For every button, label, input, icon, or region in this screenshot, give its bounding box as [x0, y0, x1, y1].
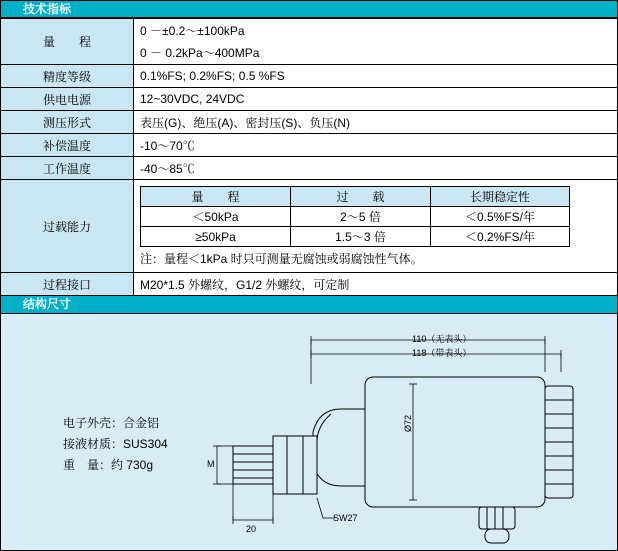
overload-note: 注：量程＜1kPa 时只可测量无腐蚀或弱腐蚀性气体。	[140, 252, 423, 266]
section-header-structure	[0, 296, 618, 314]
spec-value-pressure-type: 表压(G)、绝压(A)、密封压(S)、负压(N)	[134, 111, 618, 134]
section-header-specs	[0, 0, 618, 18]
section-header-structure-label: 结构尺寸	[1, 296, 93, 313]
material-line-wetted: 接液材质：SUS304	[63, 437, 168, 451]
transmitter-outline-drawing	[1, 314, 618, 551]
spec-label-comp-temp: 补偿温度	[1, 134, 134, 157]
dim-label-length-with-head: 118（带表头）	[412, 348, 472, 358]
spec-label-process-connection: 过程接口	[1, 273, 134, 296]
overload-cell-overload-1: 2～5 倍	[291, 207, 431, 227]
spec-value-work-temp: -40～85℃	[134, 157, 618, 180]
spec-value-process-connection: M20*1.5 外螺纹，G1/2 外螺纹，可定制	[134, 273, 618, 296]
overload-header-range: 量 程	[141, 187, 291, 207]
overload-header-stability: 长期稳定性	[431, 187, 570, 207]
spec-label-accuracy: 精度等级	[1, 65, 134, 88]
spec-label-overload: 过载能力	[1, 180, 134, 273]
overload-cell-stability-2: ＜0.2%FS/年	[431, 227, 570, 247]
dim-label-length-no-head: 110（无表头）	[412, 334, 472, 344]
overload-cell-stability-1: ＜0.5%FS/年	[431, 207, 570, 227]
spec-value-overload	[134, 180, 618, 273]
material-line-housing: 电子外壳：合金铝	[63, 416, 160, 430]
spec-label-range: 量 程	[1, 19, 134, 65]
dimension-drawing	[0, 314, 618, 551]
dim-label-diameter: Ø72	[403, 414, 413, 432]
spec-label-pressure-type: 测压形式	[1, 111, 134, 134]
overload-table	[140, 186, 570, 247]
table-row	[1, 134, 618, 157]
table-row	[1, 180, 618, 273]
dim-label-thread: M	[207, 459, 215, 469]
spec-value-range-2: 0 － 0.2kPa～400MPa	[134, 42, 618, 65]
table-row	[1, 273, 618, 296]
material-line-weight: 重 量：约 730g	[63, 458, 154, 472]
spec-label-work-temp: 工作温度	[1, 157, 134, 180]
table-row	[1, 111, 618, 134]
spec-value-power: 12~30VDC, 24VDC	[134, 88, 618, 111]
table-row	[1, 65, 618, 88]
overload-cell-range-2: ≥50kPa	[141, 227, 291, 247]
dim-label-wrench-size: SW27	[333, 513, 358, 523]
specs-table	[0, 18, 618, 296]
table-row	[141, 207, 570, 227]
spec-label-power: 供电电源	[1, 88, 134, 111]
table-row	[141, 187, 570, 207]
table-row	[141, 227, 570, 247]
dim-label-stem-length: 20	[246, 524, 257, 534]
spec-value-range-1: 0 －±0.2～±100kPa	[134, 19, 618, 42]
section-header-specs-label: 技术指标	[1, 1, 93, 17]
spec-value-accuracy: 0.1%FS; 0.2%FS; 0.5 %FS	[134, 65, 618, 88]
spec-value-comp-temp: -10～70℃	[134, 134, 618, 157]
table-row	[1, 19, 618, 42]
overload-cell-range-1: ＜50kPa	[141, 207, 291, 227]
overload-header-overload: 过 载	[291, 187, 431, 207]
overload-cell-overload-2: 1.5～3 倍	[291, 227, 431, 247]
table-row	[1, 88, 618, 111]
table-row	[1, 157, 618, 180]
